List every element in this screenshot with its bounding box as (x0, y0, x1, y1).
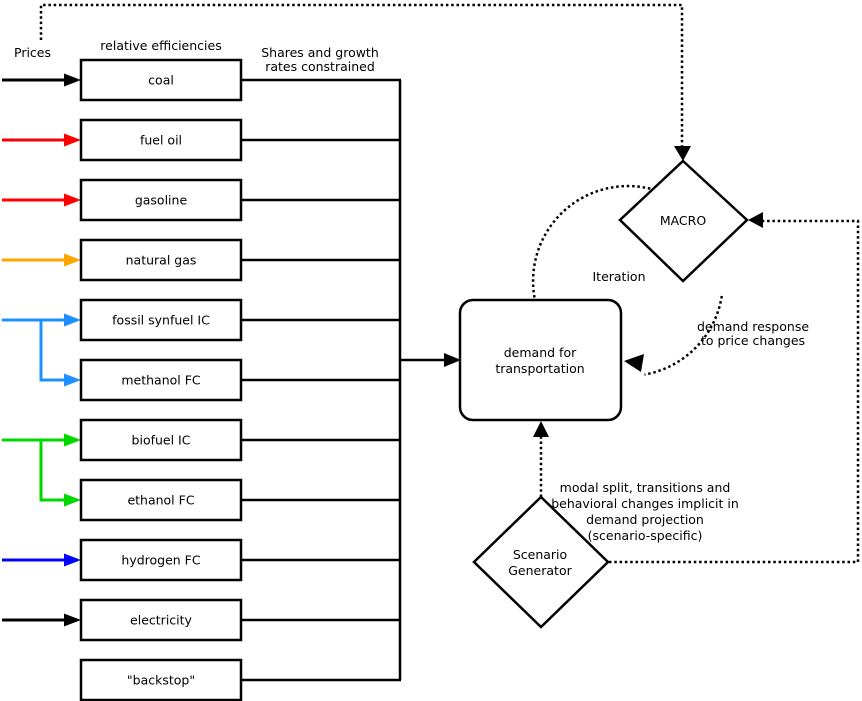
scenario-label-line1: Scenario (512, 547, 568, 562)
price-arrowhead-natural-gas (64, 254, 81, 267)
fuel-row-ethanol (64, 480, 401, 520)
fuel-label-natural-gas: natural gas (125, 252, 197, 268)
price-arrowhead-ethanol (64, 494, 81, 507)
price-arrowhead-electricity (64, 614, 81, 627)
macro-right-arrowhead (748, 212, 763, 228)
demand-label-line1: demand for (503, 345, 577, 360)
fuel-row-electricity (2, 600, 401, 640)
price-arrowhead-hydrogen (64, 554, 81, 567)
fuel-label-hydrogen: hydrogen FC (121, 552, 201, 568)
macro-top-arrowhead (674, 146, 691, 161)
demand-response-line1: demand response (696, 319, 810, 334)
price-branch-to-methanol (41, 321, 65, 380)
fuel-label-gasoline: gasoline (134, 192, 188, 208)
demand-input-arrowhead (444, 353, 461, 367)
relative-efficiencies-label: relative efficiencies (100, 38, 222, 53)
fuel-label-fuel-oil: fuel oil (139, 132, 183, 148)
fuel-label-backstop: "backstop" (126, 672, 196, 688)
fuel-row-backstop (81, 660, 401, 700)
demand-right-arrowhead (624, 354, 644, 372)
modal-note-line3: demand projection (586, 512, 704, 527)
fuel-label-electricity: electricity (130, 612, 192, 628)
demand-node (460, 300, 621, 420)
demand-label-line2: transportation (495, 361, 585, 376)
fuel-row-fuel-oil (2, 120, 401, 160)
price-arrowhead-fuel-oil (64, 134, 81, 147)
fuel-label-coal: coal (148, 72, 174, 88)
fuel-row-natural-gas (2, 240, 401, 280)
price-arrowhead-coal (64, 74, 81, 87)
fuel-row-hydrogen (2, 540, 401, 580)
prices-label: Prices (14, 45, 52, 60)
modal-note-line2: behavioral changes implicit in (551, 496, 739, 511)
shares-label-line2: rates constrained (265, 59, 375, 74)
price-branch-to-ethanol (41, 441, 65, 500)
modal-note-line1: modal split, transitions and (559, 480, 731, 495)
price-arrowhead-methanol (64, 374, 81, 387)
fuel-row-methanol (64, 360, 401, 400)
scenario-label-line2: Generator (508, 563, 572, 578)
fuel-label-methanol: methanol FC (121, 372, 201, 388)
fuel-label-biofuel: biofuel IC (131, 432, 191, 448)
price-arrowhead-gasoline (64, 194, 81, 207)
modal-note-line4: (scenario-specific) (587, 528, 703, 543)
shares-label-line1: Shares and growth (261, 45, 379, 60)
demand-response-line2: to price changes (700, 333, 806, 348)
fuel-label-fossil-synfuel: fossil synfuel IC (112, 312, 210, 328)
price-arrowhead-fossil-synfuel (64, 314, 81, 327)
demand-bottom-arrowhead (533, 421, 549, 437)
price-arrowhead-biofuel (64, 434, 81, 447)
fuel-row-gasoline (2, 180, 401, 220)
iteration-label: Iteration (592, 269, 646, 284)
fuel-label-ethanol: ethanol FC (127, 492, 195, 508)
macro-label: MACRO (659, 213, 707, 228)
